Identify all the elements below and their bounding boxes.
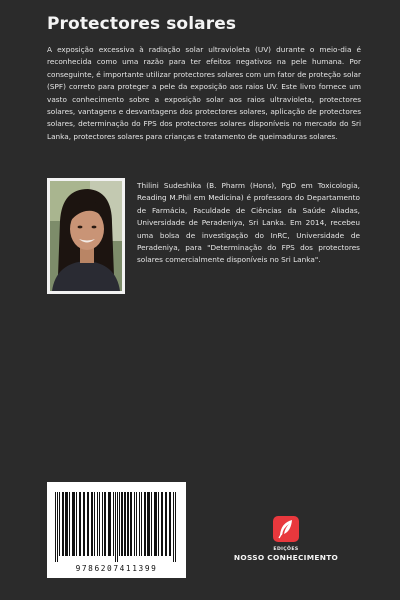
isbn-number: 9786207411399	[75, 564, 158, 573]
book-title: Protectores solares	[47, 14, 237, 34]
author-portrait-icon	[50, 181, 122, 291]
author-bio: Thilini Sudeshika (B. Pharm (Hons), PgD em Toxicologia, Reading M.Phil em Medicina) é professora do Departamento de Farmácia, Faculdade de Ciências da Saúde Aliadas, Universidade de Peradeniya, Sri Lanka. Em 2014, recebeu uma bolsa de investigação do InRC, Universidade de Peradeniya, para "Determinação do FPS dos protectores solares comercialmente disponíveis no Sri Lanka".	[137, 181, 360, 265]
publisher-name: NOSSO CONHECIMENTO	[233, 553, 339, 562]
book-blurb: A exposição excessiva à radiação solar ultravioleta (UV) durante o meio-dia é reconhecida como uma razão para ter efeitos negativos na pele humana. Por conseguinte, é importante utilizar protectores solares com um fator de proteção solar (SPF) correto para proteger a pele da exposição aos raios UV. Este livro fornece um vasto conhecimento sobre a exposição solar aos raios ultravioleta, protectores solares, vantagens e desvantagens dos protectores solares, aplicação de protectores solares, determinação do FPS dos protectores solares disponíveis no mercado do Sri Lanka, protectores solares para crianças e tratamento de queimaduras solares.	[47, 45, 361, 141]
publisher-logo	[232, 516, 340, 562]
publisher-label: EDIÇÕES	[273, 547, 299, 552]
quill-icon	[273, 516, 299, 542]
barcode	[47, 482, 186, 578]
author-photo	[47, 178, 125, 294]
barcode-bars-icon	[55, 492, 178, 562]
